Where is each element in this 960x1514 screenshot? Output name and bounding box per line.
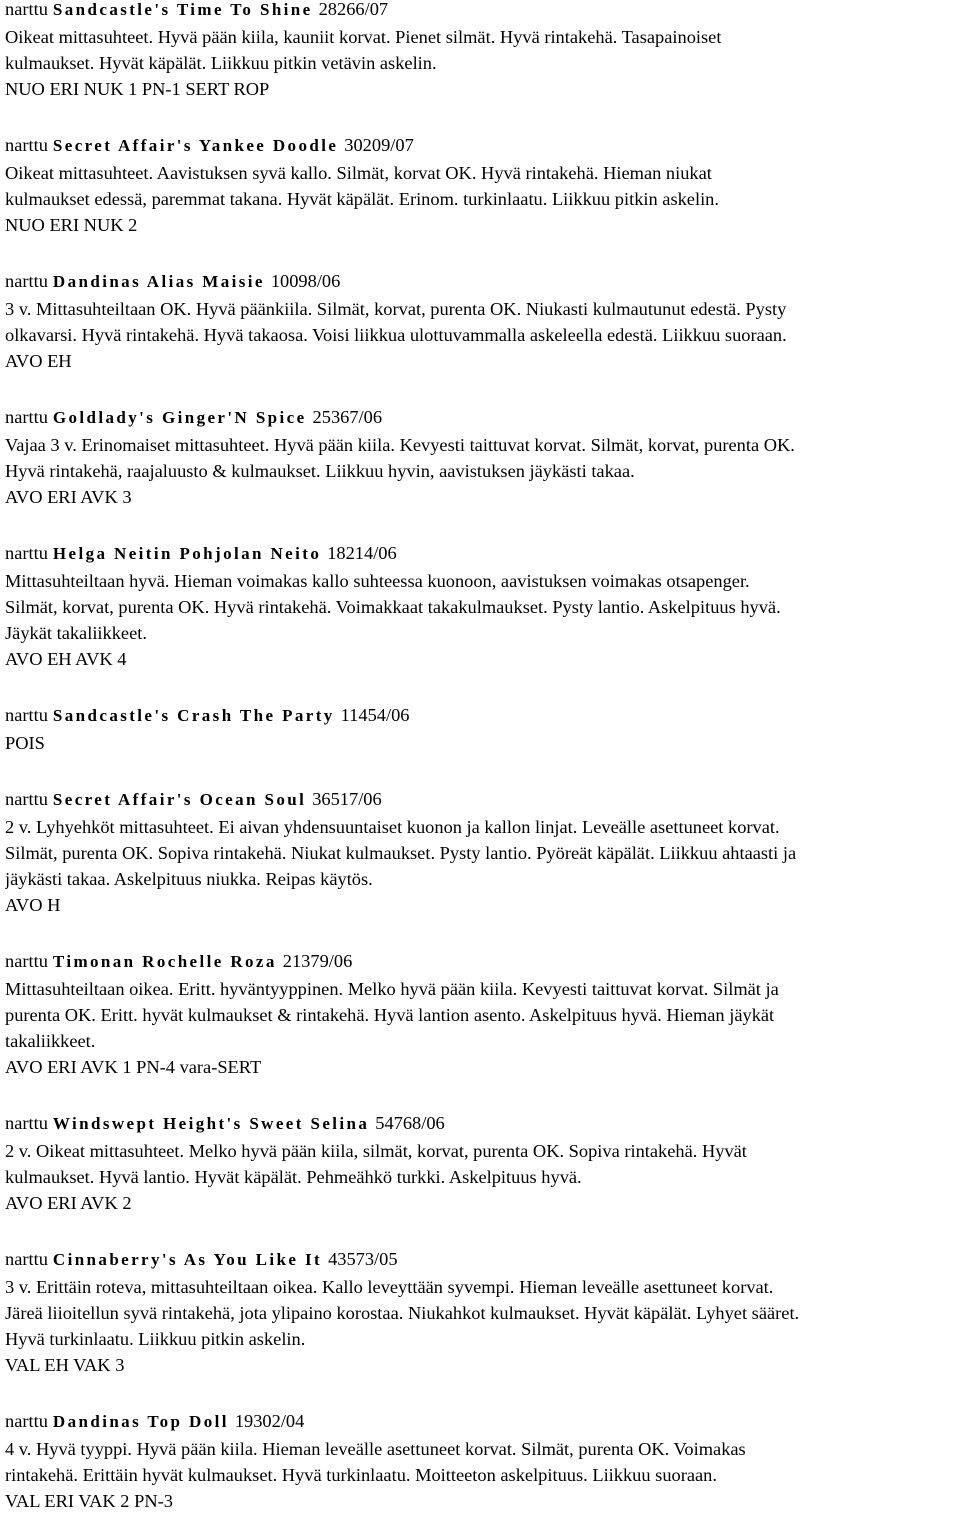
entry-header (5, 948, 955, 974)
registration-number: 21379/06 (282, 951, 353, 971)
dog-entry (5, 948, 955, 1080)
entry-spacer (5, 1378, 955, 1408)
critique-line: Jäykät takaliikkeet. (5, 623, 147, 643)
dog-entry (5, 0, 955, 102)
entry-header (5, 404, 955, 430)
entry-header (5, 540, 955, 566)
dog-name: Secret Affair's Yankee Doodle (52, 136, 339, 155)
critique-line: kulmaukset. Hyvä lantio. Hyvät käpälät. Pehmeähkö turkki. Askelpituus hyvä. (5, 1167, 582, 1187)
registration-number: 10098/06 (270, 271, 341, 291)
dog-entry (5, 404, 955, 510)
critique-line: 2 v. Oikeat mittasuhteet. Melko hyvä pään kiila, silmät, korvat, purenta OK. Sopiva rintakehä. Hyvät (5, 1141, 747, 1161)
entry-spacer (5, 672, 955, 702)
dog-name: Goldlady's Ginger'N Spice (52, 408, 307, 427)
entry-header (5, 0, 955, 22)
dog-name: Windswept Height's Sweet Selina (52, 1114, 370, 1133)
entry-header (5, 268, 955, 294)
entry-spacer (5, 510, 955, 540)
registration-number: 54768/06 (375, 1113, 445, 1133)
dog-entry (5, 268, 955, 374)
entry-header (5, 786, 955, 812)
result-line: VAL EH VAK 3 (5, 1355, 125, 1375)
critique-line: 3 v. Erittäin roteva, mittasuhteiltaan oikea. Kallo leveyttään syvempi. Hieman leveälle asettuneet korvat. (5, 1277, 774, 1297)
dog-entry (5, 786, 955, 918)
critique-line: Vajaa 3 v. Erinomaiset mittasuhteet. Hyvä pään kiila. Kevyesti taittuvat korvat. Silmät, korvat, purenta OK. (5, 435, 795, 455)
critique-line: Mittasuhteiltaan oikea. Eritt. hyväntyyppinen. Melko hyvä pään kiila. Kevyesti taittuvat korvat. Silmät ja (5, 979, 779, 999)
critique-line: jäykästi takaa. Askelpituus niukka. Reipas käytös. (5, 869, 373, 889)
entry-header (5, 702, 955, 728)
result-line: AVO EH (5, 351, 72, 371)
document-body (5, 0, 955, 1514)
critique-line: olkavarsi. Hyvä rintakehä. Hyvä takaosa. Voisi liikkua ulottuvammalla askeleella edestä. Liikkuu suoraan. (5, 325, 787, 345)
result-line: VAL ERI VAK 2 PN-3 (5, 1491, 173, 1511)
critique-line: kulmaukset edessä, paremmat takana. Hyvät käpälät. Erinom. turkinlaatu. Liikkuu pitkin askelin. (5, 189, 719, 209)
critique-line: rintakehä. Erittäin hyvät kulmaukset. Hyvä turkinlaatu. Moitteeton askelpituus. Liikkuu suoraan. (5, 1465, 717, 1485)
critique-line: 4 v. Hyvä tyyppi. Hyvä pään kiila. Hieman leveälle asettuneet korvat. Silmät, purenta OK. Voimakas (5, 1439, 746, 1459)
result-line: AVO ERI AVK 2 (5, 1193, 132, 1213)
result-line: NUO ERI NUK 2 (5, 215, 138, 235)
sex-label: narttu (5, 135, 48, 155)
result-line: AVO EH AVK 4 (5, 649, 127, 669)
dog-name: Sandcastle's Crash The Party (52, 706, 335, 725)
critique-line: Järeä liioitellun syvä rintakehä, jota ylipaino korostaa. Niukahkot kulmaukset. Hyvät käpälät. Lyhyet sääret. (5, 1303, 800, 1323)
critique-line: Silmät, purenta OK. Sopiva rintakehä. Niukat kulmaukset. Pysty lantio. Pyöreät käpälät. Liikkuu ahtaasti ja (5, 843, 797, 863)
dog-entry (5, 702, 955, 756)
sex-label: narttu (5, 407, 48, 427)
critique-line: Silmät, korvat, purenta OK. Hyvä rintakehä. Voimakkaat takakulmaukset. Pysty lantio. Askelpituus hyvä. (5, 597, 781, 617)
result-line: POIS (5, 733, 45, 753)
critique-line: 2 v. Lyhyehköt mittasuhteet. Ei aivan yhdensuuntaiset kuonon ja kallon linjat. Leveälle asettuneet korvat. (5, 817, 780, 837)
sex-label: narttu (5, 705, 48, 725)
critique-line: Hyvä turkinlaatu. Liikkuu pitkin askelin. (5, 1329, 306, 1349)
entry-spacer (5, 918, 955, 948)
registration-number: 36517/06 (312, 789, 382, 809)
dog-name: Sandcastle's Time To Shine (52, 0, 313, 19)
result-line: AVO ERI AVK 1 PN-4 vara-SERT (5, 1057, 262, 1077)
registration-number: 19302/04 (234, 1411, 305, 1431)
sex-label: narttu (5, 951, 48, 971)
dog-name: Cinnaberry's As You Like It (52, 1250, 323, 1269)
dog-name: Helga Neitin Pohjolan Neito (52, 544, 322, 563)
result-line: AVO H (5, 895, 61, 915)
sex-label: narttu (5, 1113, 48, 1133)
entry-spacer (5, 374, 955, 404)
dog-entry (5, 1246, 955, 1378)
critique-line: Oikeat mittasuhteet. Hyvä pään kiila, kauniit korvat. Pienet silmät. Hyvä rintakehä. Tasapainoiset (5, 27, 722, 47)
dog-name: Dandinas Alias Maisie (52, 272, 265, 291)
dog-entry (5, 1110, 955, 1216)
entry-spacer (5, 1080, 955, 1110)
entry-spacer (5, 238, 955, 268)
critique-line: takaliikkeet. (5, 1031, 96, 1051)
dog-entry (5, 540, 955, 672)
result-line: AVO ERI AVK 3 (5, 487, 132, 507)
entry-spacer (5, 102, 955, 132)
dog-entry (5, 1408, 955, 1514)
sex-label: narttu (5, 543, 48, 563)
entry-header (5, 1110, 955, 1136)
registration-number: 43573/05 (328, 1249, 398, 1269)
sex-label: narttu (5, 789, 48, 809)
registration-number: 18214/06 (327, 543, 397, 563)
entry-header (5, 1246, 955, 1272)
critique-line: Hyvä rintakehä, raajaluusto & kulmaukset. Liikkuu hyvin, aavistuksen jäykästi takaa. (5, 461, 635, 481)
critique-line: purenta OK. Eritt. hyvät kulmaukset & rintakehä. Hyvä lantion asento. Askelpituus hyvä. Hieman jäykät (5, 1005, 775, 1025)
sex-label: narttu (5, 271, 48, 291)
dog-name: Timonan Rochelle Roza (52, 952, 277, 971)
entry-header (5, 132, 955, 158)
registration-number: 28266/07 (318, 0, 389, 19)
entry-spacer (5, 1216, 955, 1246)
dog-name: Dandinas Top Doll (52, 1412, 229, 1431)
critique-line: Oikeat mittasuhteet. Aavistuksen syvä kallo. Silmät, korvat OK. Hyvä rintakehä. Hieman niukat (5, 163, 712, 183)
entry-header (5, 1408, 955, 1434)
sex-label: narttu (5, 1249, 48, 1269)
dog-entry (5, 132, 955, 238)
registration-number: 25367/06 (312, 407, 383, 427)
dog-name: Secret Affair's Ocean Soul (52, 790, 307, 809)
critique-line: Mittasuhteiltaan hyvä. Hieman voimakas kallo suhteessa kuonoon, aavistuksen voimakas otsapenger. (5, 571, 750, 591)
critique-line: 3 v. Mittasuhteiltaan OK. Hyvä päänkiila. Silmät, korvat, purenta OK. Niukasti kulmautunut edestä. Pysty (5, 299, 787, 319)
result-line: NUO ERI NUK 1 PN-1 SERT ROP (5, 79, 270, 99)
critique-line: kulmaukset. Hyvät käpälät. Liikkuu pitkin vetävin askelin. (5, 53, 437, 73)
registration-number: 11454/06 (340, 705, 410, 725)
sex-label: narttu (5, 1411, 48, 1431)
registration-number: 30209/07 (344, 135, 414, 155)
sex-label: narttu (5, 0, 48, 19)
entry-spacer (5, 756, 955, 786)
